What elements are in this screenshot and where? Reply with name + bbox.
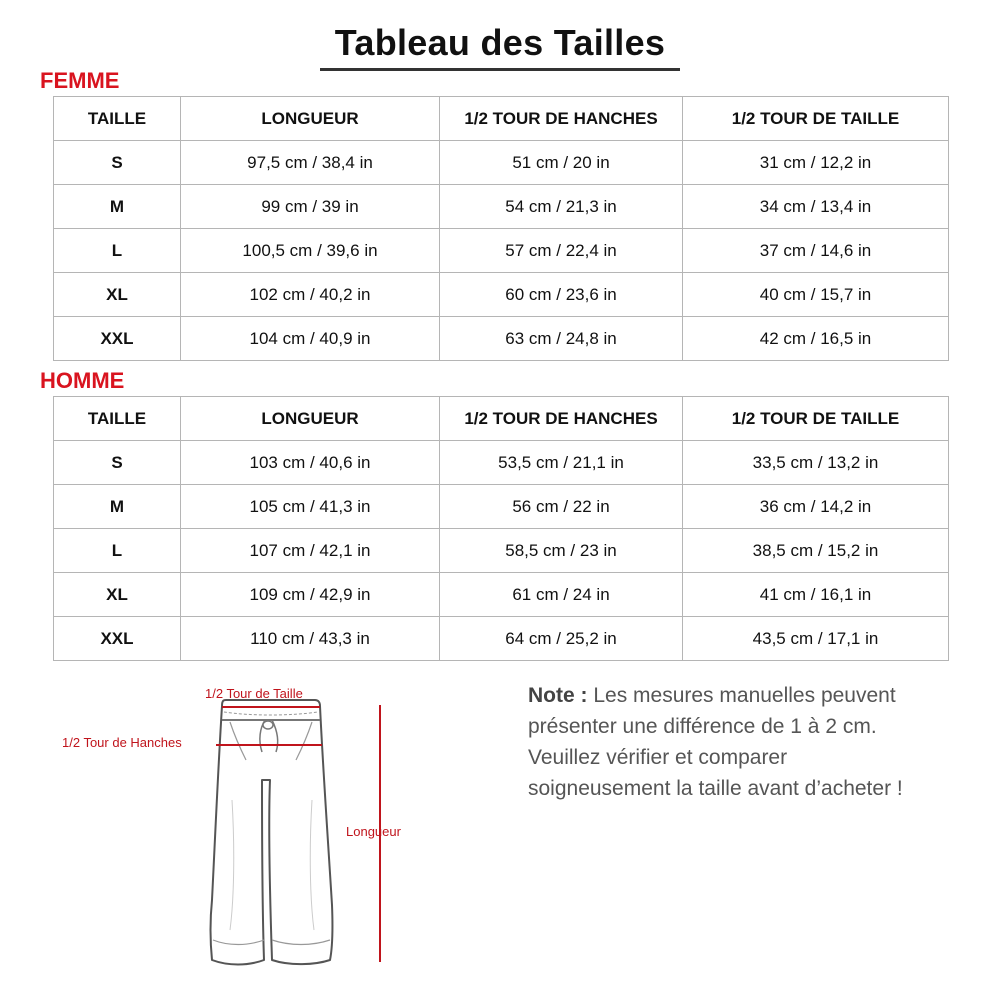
length-cell: 99 cm / 39 in: [181, 185, 440, 229]
hips-cell: 64 cm / 25,2 in: [440, 617, 683, 661]
hips-cell: 58,5 cm / 23 in: [440, 529, 683, 573]
note-text: Les mesures manuelles peuvent présenter une différence de 1 à 2 cm. Veuillez vérifier et comparer soigneusement la taille avant d’acheter !: [528, 684, 903, 800]
header-longueur: LONGUEUR: [181, 397, 440, 441]
length-cell: 107 cm / 42,1 in: [181, 529, 440, 573]
waist-measure-label: 1/2 Tour de Taille: [205, 686, 303, 701]
table-header-row: [54, 97, 949, 141]
table-row: [54, 229, 949, 273]
size-cell: M: [54, 485, 181, 529]
table-row: [54, 441, 949, 485]
size-cell: M: [54, 185, 181, 229]
size-cell: XL: [54, 573, 181, 617]
size-table-femme: [53, 96, 949, 361]
hips-cell: 51 cm / 20 in: [440, 141, 683, 185]
size-cell: XL: [54, 273, 181, 317]
length-cell: 104 cm / 40,9 in: [181, 317, 440, 361]
waist-cell: 37 cm / 14,6 in: [683, 229, 949, 273]
length-cell: 105 cm / 41,3 in: [181, 485, 440, 529]
waist-cell: 42 cm / 16,5 in: [683, 317, 949, 361]
length-cell: 102 cm / 40,2 in: [181, 273, 440, 317]
waist-cell: 34 cm / 13,4 in: [683, 185, 949, 229]
section-label-femme: FEMME: [40, 68, 120, 93]
table-row: [54, 185, 949, 229]
size-cell: XXL: [54, 317, 181, 361]
waist-cell: 40 cm / 15,7 in: [683, 273, 949, 317]
waist-cell: 36 cm / 14,2 in: [683, 485, 949, 529]
waist-cell: 33,5 cm / 13,2 in: [683, 441, 949, 485]
length-cell: 109 cm / 42,9 in: [181, 573, 440, 617]
title-underline: [320, 68, 680, 71]
size-cell: S: [54, 141, 181, 185]
length-cell: 100,5 cm / 39,6 in: [181, 229, 440, 273]
page-title: Tableau des Tailles: [334, 22, 666, 63]
table-row: [54, 617, 949, 661]
size-cell: S: [54, 441, 181, 485]
table-row: [54, 573, 949, 617]
hips-cell: 53,5 cm / 21,1 in: [440, 441, 683, 485]
hips-cell: 60 cm / 23,6 in: [440, 273, 683, 317]
table-row: [54, 317, 949, 361]
size-cell: L: [54, 229, 181, 273]
table-row: [54, 485, 949, 529]
note-box: [528, 680, 928, 804]
header-hanches: 1/2 TOUR DE HANCHES: [440, 97, 683, 141]
waist-cell: 31 cm / 12,2 in: [683, 141, 949, 185]
length-measure-label: Longueur: [346, 824, 401, 839]
waist-cell: 43,5 cm / 17,1 in: [683, 617, 949, 661]
header-longueur: LONGUEUR: [181, 97, 440, 141]
note-label: Note :: [528, 684, 588, 707]
waist-cell: 41 cm / 16,1 in: [683, 573, 949, 617]
hips-cell: 63 cm / 24,8 in: [440, 317, 683, 361]
header-tour-taille: 1/2 TOUR DE TAILLE: [683, 397, 949, 441]
hips-cell: 57 cm / 22,4 in: [440, 229, 683, 273]
header-taille: TAILLE: [54, 97, 181, 141]
hips-measure-label: 1/2 Tour de Hanches: [62, 735, 182, 750]
size-cell: L: [54, 529, 181, 573]
header-tour-taille: 1/2 TOUR DE TAILLE: [683, 97, 949, 141]
table-row: [54, 273, 949, 317]
table-row: [54, 141, 949, 185]
waist-cell: 38,5 cm / 15,2 in: [683, 529, 949, 573]
section-label-homme: HOMME: [40, 368, 125, 393]
length-cell: 97,5 cm / 38,4 in: [181, 141, 440, 185]
hips-cell: 56 cm / 22 in: [440, 485, 683, 529]
header-taille: TAILLE: [54, 397, 181, 441]
table-header-row: [54, 397, 949, 441]
size-cell: XXL: [54, 617, 181, 661]
hips-cell: 61 cm / 24 in: [440, 573, 683, 617]
size-table-homme: [53, 396, 949, 661]
header-hanches: 1/2 TOUR DE HANCHES: [440, 397, 683, 441]
length-cell: 110 cm / 43,3 in: [181, 617, 440, 661]
length-cell: 103 cm / 40,6 in: [181, 441, 440, 485]
hips-cell: 54 cm / 21,3 in: [440, 185, 683, 229]
table-row: [54, 529, 949, 573]
